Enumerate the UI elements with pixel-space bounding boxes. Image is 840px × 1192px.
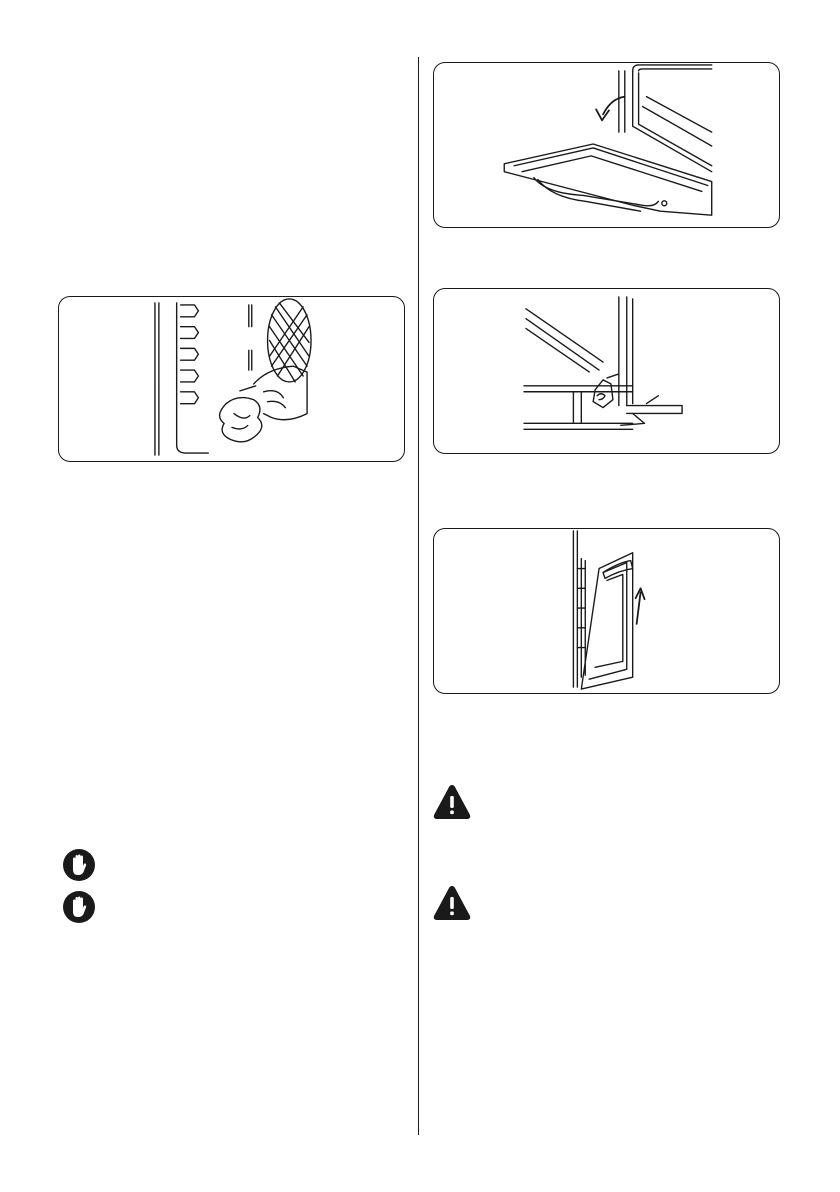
column-divider bbox=[418, 57, 419, 1135]
figure-door-open bbox=[433, 62, 780, 228]
warning-triangle-icon bbox=[432, 782, 472, 822]
figure-oven-wall-cleaning bbox=[58, 296, 405, 462]
figure-door-lift bbox=[433, 528, 780, 694]
hand-stop-icon bbox=[62, 890, 96, 924]
figure-door-hinge bbox=[433, 288, 780, 454]
warning-triangle-icon bbox=[432, 883, 472, 923]
hand-stop-icon bbox=[62, 848, 96, 882]
